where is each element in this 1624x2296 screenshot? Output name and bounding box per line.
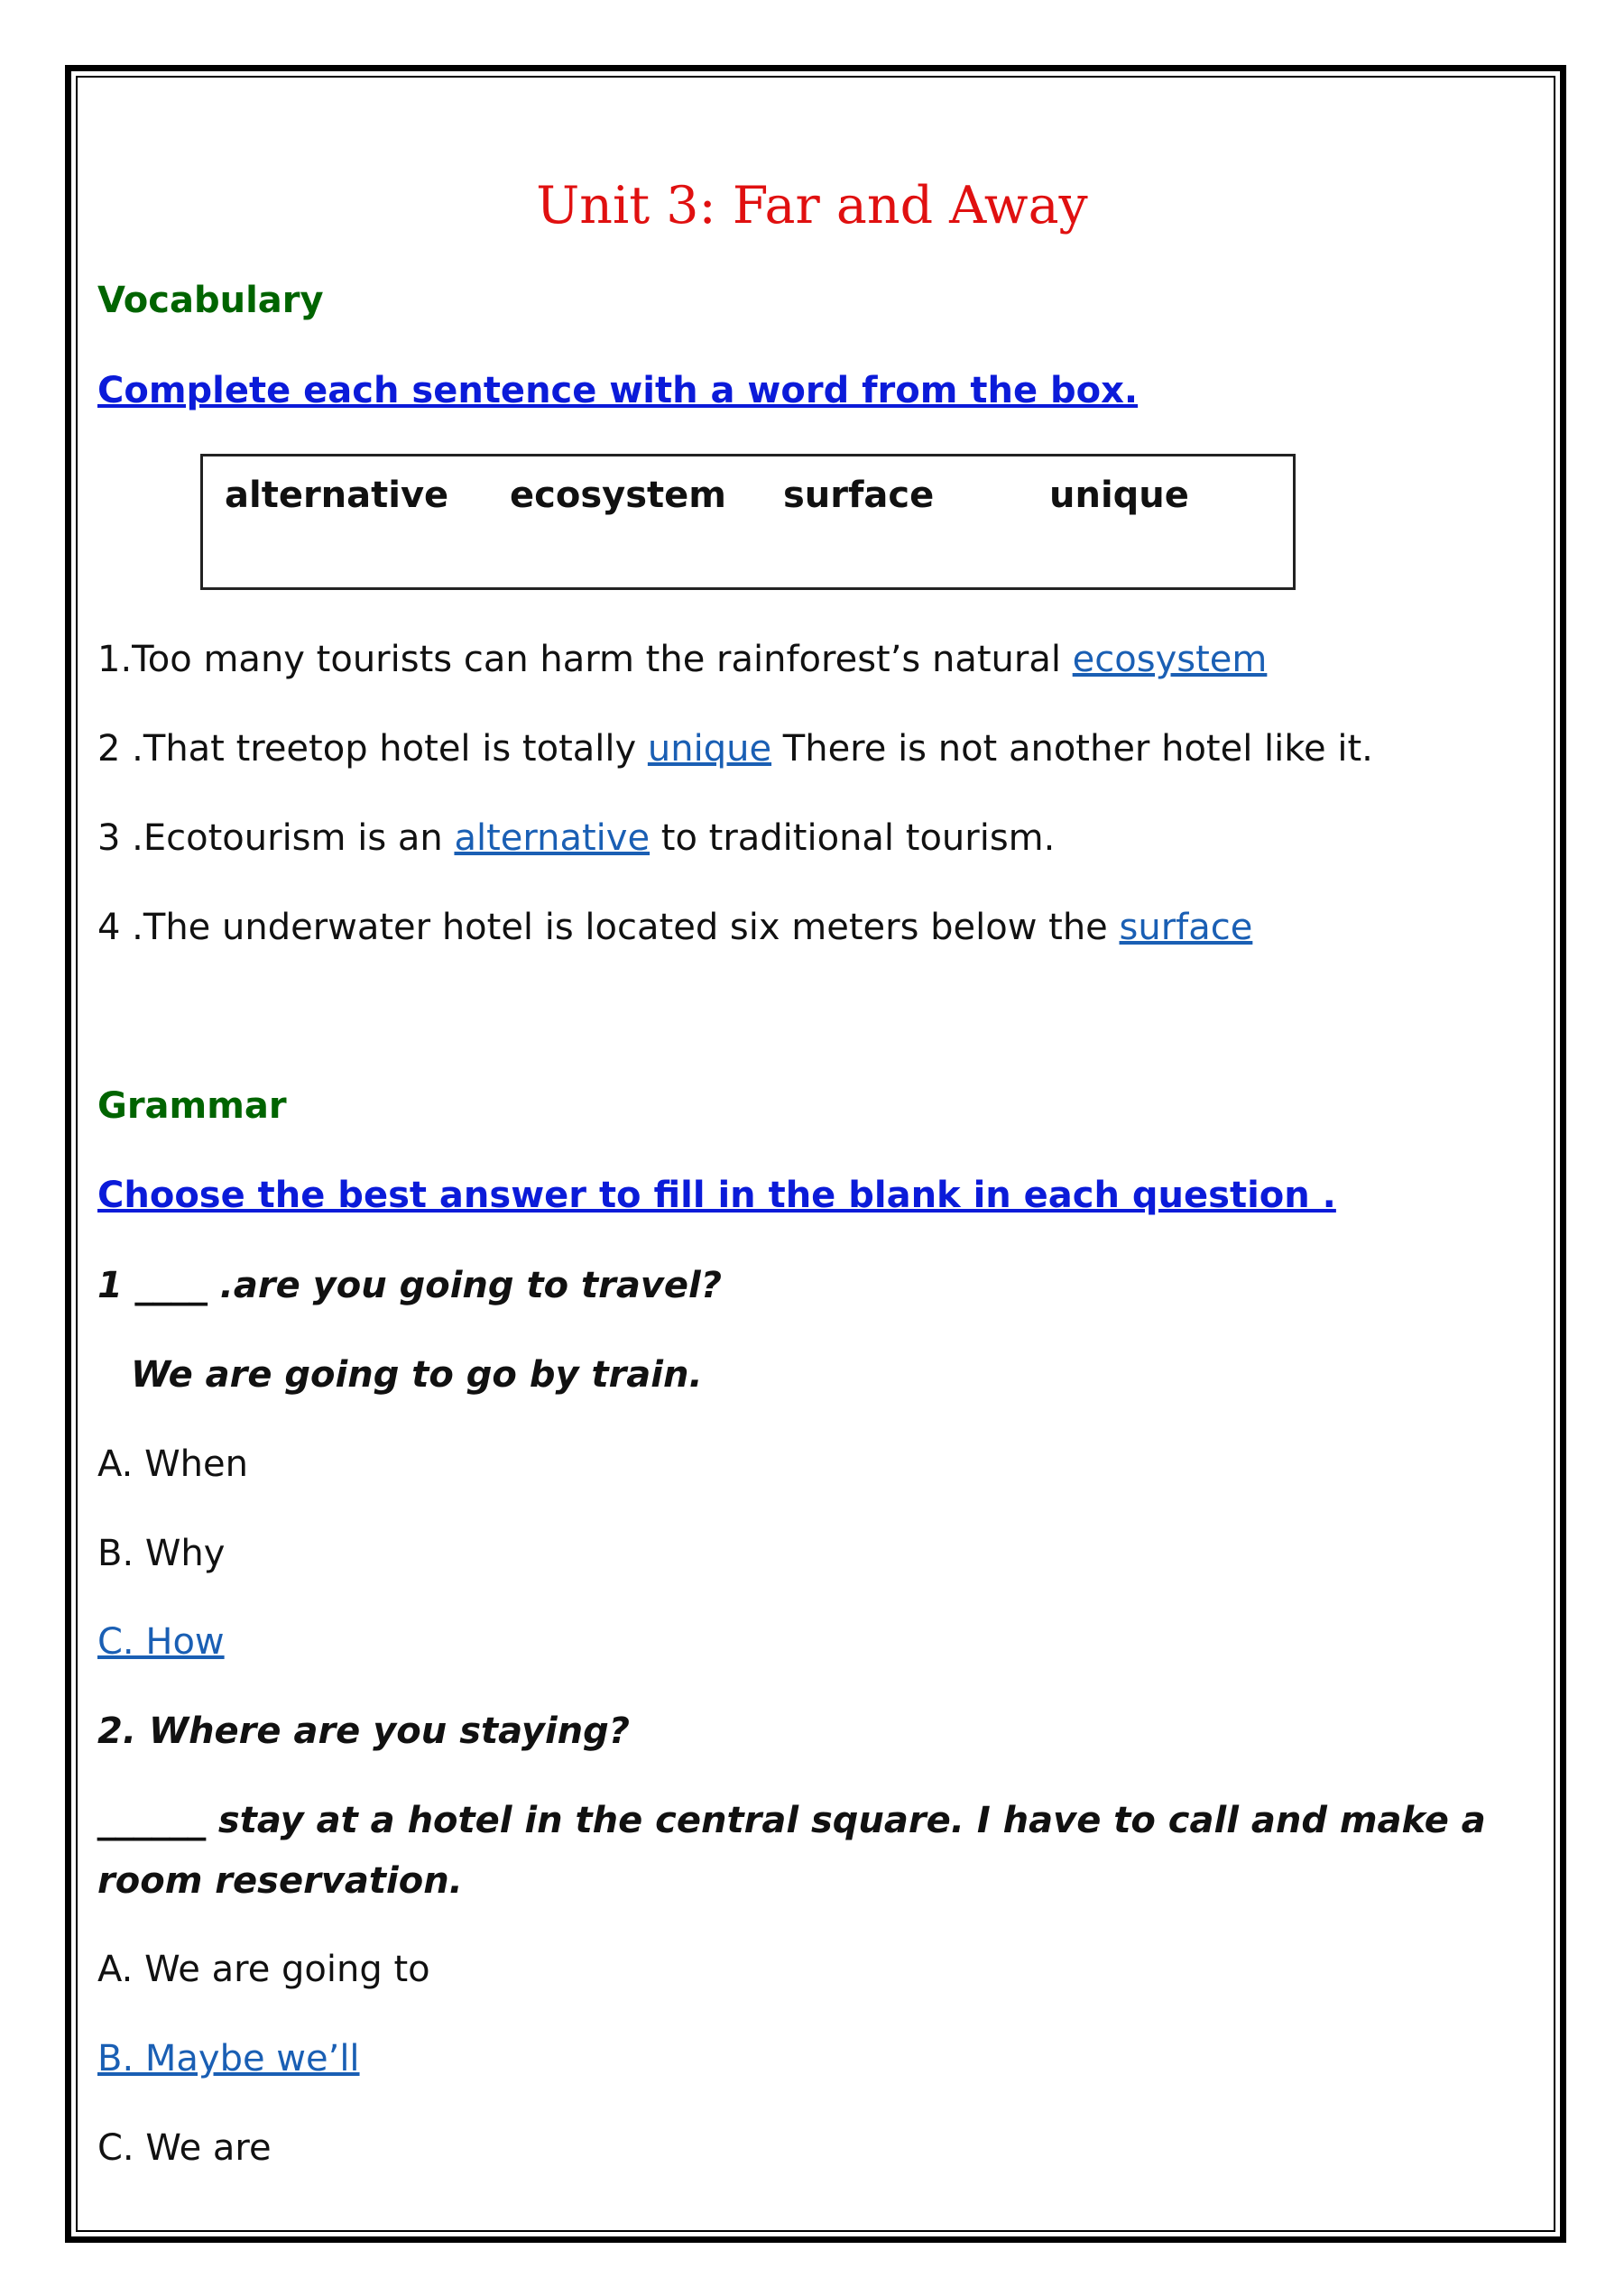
- q1-option-b: B. Why: [97, 1533, 226, 1574]
- vocab-sentence-2: 2 .That treetop hotel is totally unique There is not another hotel like it.: [97, 728, 1373, 770]
- question-1-response: We are going to go by train.: [131, 1354, 703, 1396]
- box-word: unique: [1049, 475, 1189, 516]
- grammar-heading: Grammar: [97, 1085, 287, 1127]
- question-2-response: ______ stay at a hotel in the central square. I have to call and make a: [97, 1800, 1486, 1841]
- question-2-response-cont: room reservation.: [97, 1860, 463, 1902]
- vocab-sentence-3: 3 .Ecotourism is an alternative to traditional tourism.: [97, 817, 1056, 859]
- q2-option-b: B. Maybe we’ll: [97, 2038, 360, 2079]
- vocabulary-heading: Vocabulary: [97, 280, 324, 321]
- box-word: alternative: [225, 475, 449, 516]
- box-word: ecosystem: [510, 475, 726, 516]
- q1-option-c: C. How: [97, 1621, 225, 1663]
- q1-option-a: A. When: [97, 1443, 248, 1485]
- q2-option-a: A. We are going to: [97, 1949, 430, 1990]
- answer-alternative: alternative: [454, 817, 651, 859]
- question-2-text: 2. Where are you staying?: [97, 1710, 630, 1752]
- answer-unique: unique: [647, 728, 772, 770]
- grammar-instruction: Choose the best answer to fill in the blank in each question .: [97, 1175, 1336, 1216]
- vocab-sentence-4: 4 .The underwater hotel is located six meters below the surface: [97, 907, 1253, 948]
- answer-surface: surface: [1119, 907, 1253, 948]
- vocabulary-instruction: Complete each sentence with a word from the box.: [97, 370, 1139, 411]
- page-title: Unit 3: Far and Away: [536, 176, 1088, 235]
- answer-ecosystem: ecosystem: [1072, 639, 1268, 680]
- word-box: [200, 454, 1296, 590]
- q2-option-c: C. We are: [97, 2127, 272, 2169]
- vocab-sentence-1: 1.Too many tourists can harm the rainforest’s natural ecosystem: [97, 639, 1268, 680]
- question-1-text: 1 ____ .are you going to travel?: [97, 1265, 722, 1306]
- box-word: surface: [783, 475, 935, 516]
